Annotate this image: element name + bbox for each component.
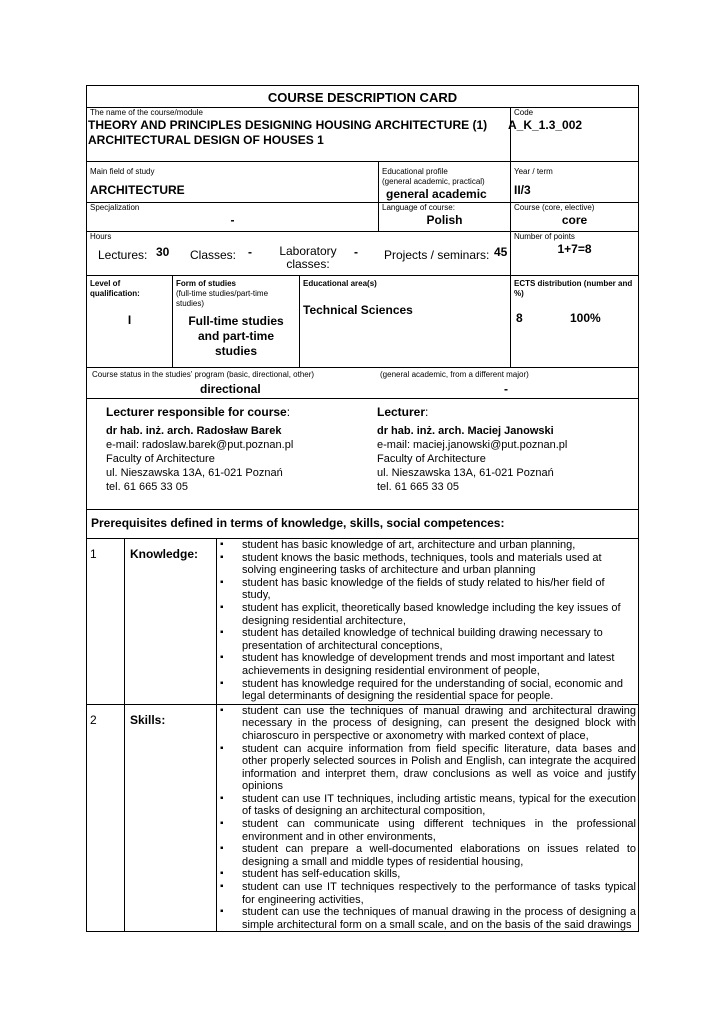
status-label: Course status in the studies' program (basic, directional, other)	[92, 370, 315, 379]
lectures-value: 30	[156, 245, 170, 259]
ects-number: 8	[516, 311, 523, 325]
lecturer-colon: :	[425, 405, 429, 419]
lecturer-responsible-email: e-mail: radoslaw.barek@put.poznan.pl	[106, 439, 294, 451]
list-item: ▪ student has basic knowledge of the fields of study related to his/her field of study,	[217, 577, 636, 602]
level-value: I	[127, 313, 132, 327]
course-code: A_K_1.3_002	[508, 118, 583, 132]
main-field-label: Main field of study	[90, 167, 155, 176]
profile-label: Educational profile (general academic, practical)	[382, 167, 485, 186]
skills-label: Skills:	[130, 712, 166, 727]
projects-value: 45	[494, 245, 508, 259]
specialization-label: Specjalization	[90, 203, 140, 212]
points-label: Number of points	[514, 232, 575, 241]
laboratory-label: Laboratory classes:	[279, 244, 337, 271]
list-item: ▪ student has explicit, theoretically based knowledge including the key issues of designing residential architecture,	[217, 602, 636, 627]
form-value: Full-time studies and part-time studies	[188, 314, 284, 358]
year-value: II/3	[514, 183, 531, 197]
list-item: ▪ student has knowledge of development trends and most important and latest achievements in designing residential environment of people,	[217, 652, 636, 677]
list-item: ▪ student can use IT techniques, including artistic means, typical for the execution of tasks of designing an architectural composition,	[217, 793, 636, 818]
classes-label: Classes:	[190, 248, 237, 262]
lecturer-heading: Lecturer	[377, 405, 426, 419]
main-field-value: ARCHITECTURE	[90, 183, 185, 197]
lecturer-address: ul. Nieszawska 13A, 61-021 Poznań	[377, 467, 554, 479]
lecturer-name: dr hab. inż. arch. Maciej Janowski	[377, 425, 554, 437]
lecturer-responsible-colon: :	[286, 405, 291, 419]
language-value: Polish	[426, 213, 463, 227]
lecturer-responsible-address: ul. Nieszawska 13A, 61-021 Poznań	[106, 467, 283, 479]
specialization-value: -	[230, 213, 235, 227]
major-label: (general academic, from a different major)	[380, 370, 529, 379]
knowledge-number: 1	[87, 539, 125, 705]
area-label: Educational area(s)	[303, 279, 377, 288]
area-value: Technical Sciences	[303, 303, 413, 317]
lecturer-block	[377, 405, 637, 494]
list-item: ▪ student can prepare a well-documented elaborations on issues related to designing a small and middle types of residential housing,	[217, 843, 636, 868]
form-label: Form of studies	[176, 279, 237, 288]
level-label: Level of qualification:	[90, 279, 140, 298]
list-item: ▪ student can acquire information from field specific literature, data bases and other properly selected sources in Polish and English, can integrate the acquired information and interpret them, draw conclusions as well as voice and justify opinions	[217, 743, 636, 793]
list-item: ▪ student can use IT techniques respectively to the performance of tasks typical for engineering activities,	[217, 881, 636, 906]
major-value: -	[504, 382, 508, 396]
language-label: Language of course:	[382, 203, 455, 212]
knowledge-list	[217, 539, 636, 703]
lecturer-tel: tel. 61 665 33 05	[377, 481, 459, 493]
lecturer-email: e-mail: maciej.janowski@put.poznan.pl	[377, 439, 568, 451]
skills-list	[217, 705, 636, 932]
lecturer-responsible-name: dr hab. inż. arch. Radosław Barek	[106, 425, 282, 437]
lecturer-responsible-heading: Lecturer responsible for course	[106, 405, 287, 419]
list-item: ▪ student can use the techniques of manual drawing and architectural drawing necessary in the process of designing, can present the designed block with chiaroscuro in perspective or axonometry with marked context of place,	[217, 705, 636, 743]
course-description-table	[86, 85, 639, 932]
list-item: ▪ student has knowledge required for the understanding of social, economic and legal determinants of designing the residential space for people.	[217, 678, 636, 703]
course-name-label: The name of the course/module	[90, 108, 203, 117]
form-sublabel: (full-time studies/part-time studies)	[176, 289, 269, 308]
course-name: THEORY AND PRINCIPLES DESIGNING HOUSING ARCHITECTURE (1) ARCHITECTURAL DESIGN OF HOUSES 1	[88, 118, 488, 147]
lecturer-responsible-tel: tel. 61 665 33 05	[106, 481, 188, 493]
list-item: ▪ student has basic knowledge of art, architecture and urban planning,	[217, 539, 636, 552]
ects-percent: 100%	[570, 311, 601, 325]
hours-label: Hours	[90, 232, 112, 241]
course-type-value: core	[561, 213, 588, 227]
points-value: 1+7=8	[557, 242, 592, 256]
list-item: ▪ student has detailed knowledge of technical building drawing necessary to presentation of architectural conceptions,	[217, 627, 636, 652]
classes-value: -	[248, 245, 252, 259]
lecturer-responsible-faculty: Faculty of Architecture	[106, 453, 215, 465]
lecturer-faculty: Faculty of Architecture	[377, 453, 486, 465]
ects-label: ECTS distribution (number and %)	[514, 279, 633, 298]
year-label: Year / term	[514, 167, 553, 176]
list-item: ▪ student has self-education skills,	[217, 868, 636, 881]
knowledge-label: Knowledge:	[130, 547, 198, 561]
laboratory-value: -	[354, 245, 358, 259]
list-item: ▪ student knows the basic methods, techniques, tools and materials used at solving engineering tasks of architecture and urban planning	[217, 552, 636, 577]
status-value: directional	[200, 382, 261, 396]
list-item: ▪ student can use the techniques of manual drawing in the process of designing a simple architectural form on a small scale, and on the basis of the said drawings	[217, 906, 636, 931]
course-type-label: Course (core, elective)	[514, 203, 595, 212]
lectures-label: Lectures:	[98, 248, 148, 262]
code-label: Code	[514, 108, 534, 117]
list-item: ▪ student can communicate using different techniques in the professional environment and in other environments,	[217, 818, 636, 843]
course-card	[86, 85, 638, 932]
card-title: COURSE DESCRIPTION CARD	[87, 86, 639, 108]
skills-number: 2	[87, 704, 125, 932]
lecturer-responsible-block	[106, 405, 366, 494]
projects-label: Projects / seminars:	[384, 248, 490, 262]
profile-value: general academic	[386, 187, 487, 201]
prerequisites-heading: Prerequisites defined in terms of knowledge, skills, social competences:	[91, 516, 505, 530]
